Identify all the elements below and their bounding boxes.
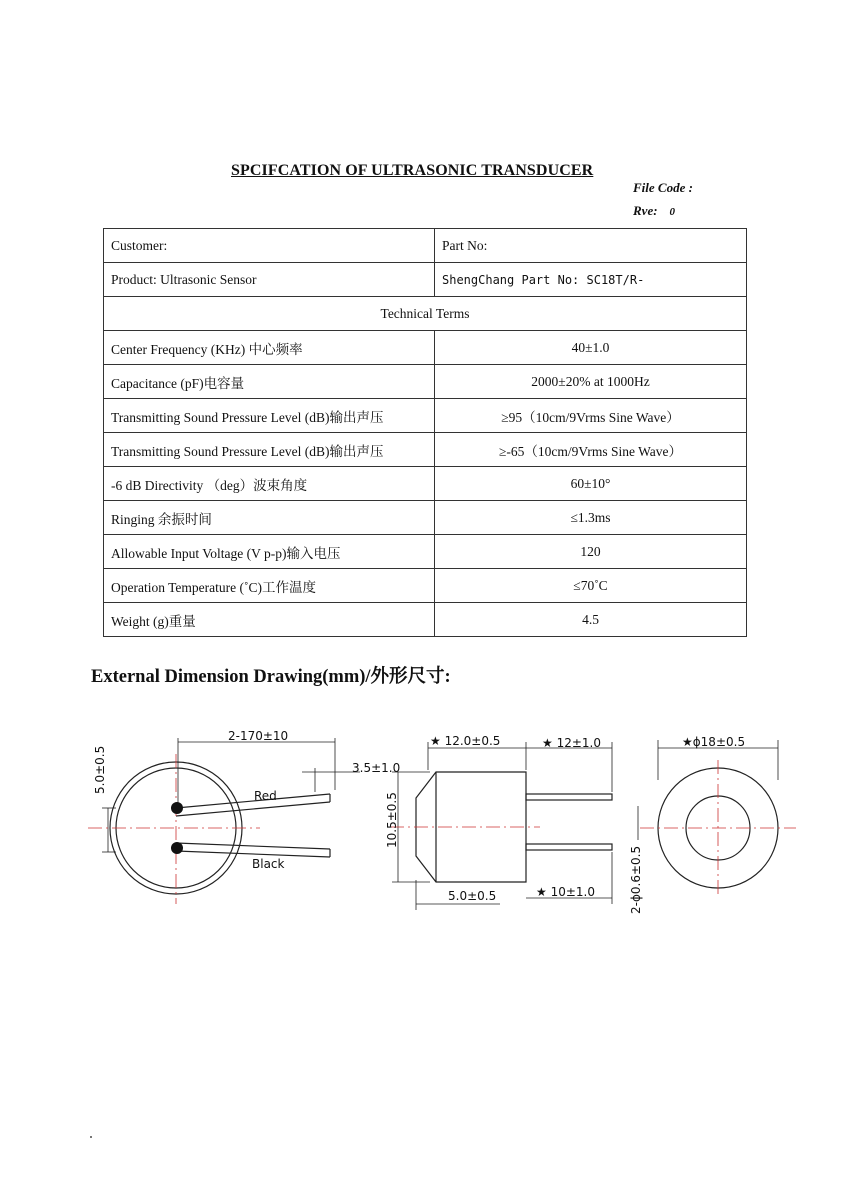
spec-parameter: Allowable Input Voltage (V p-p)输入电压 [104,535,435,569]
revision-label: Rve: [633,203,658,218]
dim-pin-diameter: 2-ϕ0.6±0.5 [629,845,643,914]
file-code-label: File Code : [633,180,693,195]
label-red: Red [254,789,277,803]
black-lead-contact [171,842,183,854]
customer-label: Customer: [104,229,435,263]
table-row [104,263,747,297]
spec-value: ≤1.3ms [435,501,747,535]
spec-row [104,603,747,637]
spec-value: ≥-65（10cm/9Vrms Sine Wave） [435,433,747,467]
dim-body-length: ★ 12.0±0.5 [430,734,501,748]
spec-parameter: Center Frequency (KHz) 中心频率 [104,331,435,365]
dim-body-height: 10.5±0.5 [385,792,399,848]
table-row [104,229,747,263]
spec-row [104,535,747,569]
spec-parameter: Transmitting Sound Pressure Level (dB)输出声压 [104,433,435,467]
spec-parameter: Transmitting Sound Pressure Level (dB)输出声压 [104,399,435,433]
spec-value: 60±10° [435,467,747,501]
spec-value: ≤70˚C [435,569,747,603]
dim-front-length: 5.0±0.5 [448,889,497,903]
spec-value: 40±1.0 [435,331,747,365]
red-lead-contact [171,802,183,814]
spec-row [104,569,747,603]
dim-pin-length: ★ 12±1.0 [542,736,601,750]
spec-row [104,331,747,365]
label-black: Black [252,857,285,871]
spec-parameter: -6 dB Directivity （deg）波束角度 [104,467,435,501]
spec-value: 4.5 [435,603,747,637]
dim-vertical-left: 5.0±0.5 [93,745,107,794]
drawing-heading: External Dimension Drawing(mm)/外形尺寸: [91,667,451,687]
spec-parameter: Ringing 余振时间 [104,501,435,535]
spec-row [104,433,747,467]
spec-value: 120 [435,535,747,569]
spec-parameter: Weight (g)重量 [104,603,435,637]
dim-diameter: ★ϕ18±0.5 [682,735,746,749]
technical-terms-header: Technical Terms [104,297,747,331]
spec-table [103,228,747,637]
page-mark [90,1136,92,1138]
spec-parameter: Operation Temperature (˚C)工作温度 [104,569,435,603]
revision-line [633,203,675,219]
shengchang-part-no: ShengChang Part No: SC18T/R- [435,263,747,297]
spec-row [104,467,747,501]
revision-value: 0 [669,206,676,218]
dim-pin-spacing: ★ 10±1.0 [536,885,595,899]
dim-lead-spacing: 2-170±10 [228,729,289,743]
spec-row [104,501,747,535]
spec-value: ≥95（10cm/9Vrms Sine Wave） [435,399,747,433]
dimension-drawing [80,720,800,920]
spec-row [104,365,747,399]
product-label: Product: Ultrasonic Sensor [104,263,435,297]
document-title: SPCIFCATION OF ULTRASONIC TRANSDUCER [231,162,594,179]
table-row [104,297,747,331]
dim-lead-tip: 3.5±1.0 [352,761,401,775]
spec-row [104,399,747,433]
part-no-label: Part No: [435,229,747,263]
spec-parameter: Capacitance (pF)电容量 [104,365,435,399]
spec-value: 2000±20% at 1000Hz [435,365,747,399]
